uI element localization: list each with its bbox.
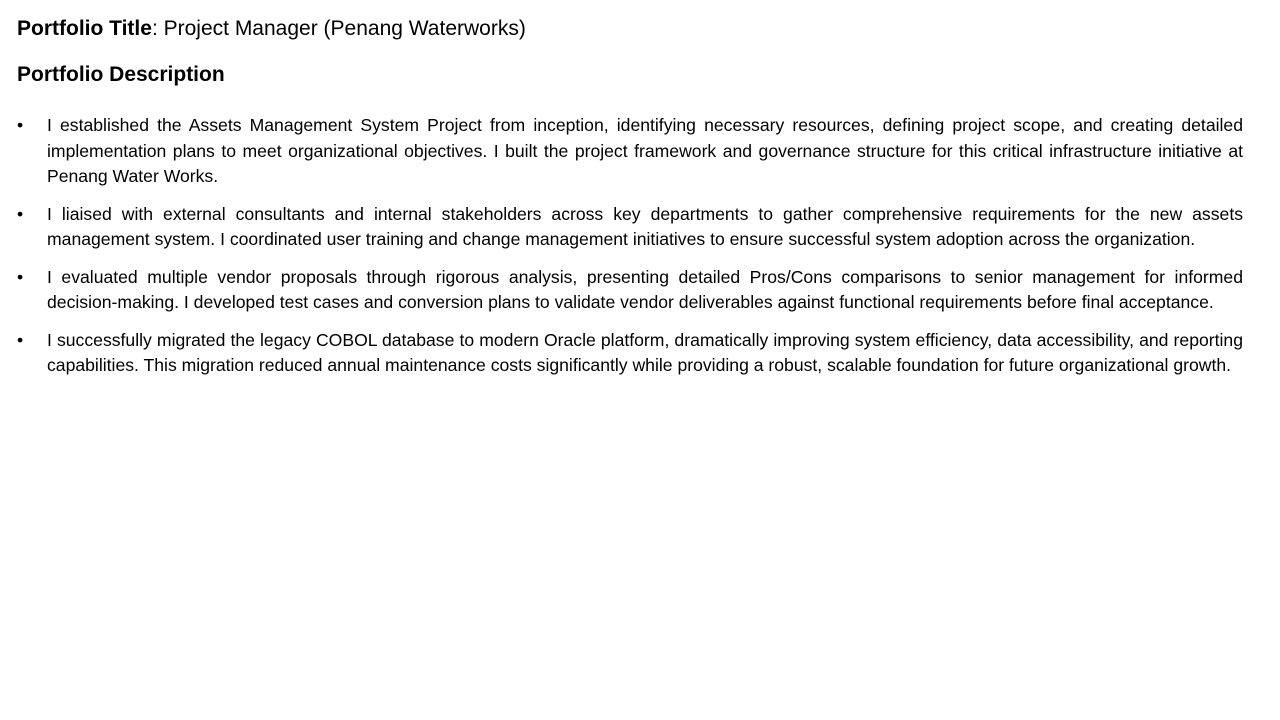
bullet-text-4: I successfully migrated the legacy COBOL database to modern Oracle platform, dramatically improving system efficiency, data accessibility, and reporting capabilities. This migration reduced annual maintenance costs significantly while providing a robust, scalable foundation for future organizational growth. bbox=[47, 329, 1243, 375]
bullet-text-1: I established the Assets Management System Project from inception, identifying necessary resources, defining project scope, and creating detailed implementation plans to meet organizational objectives. I built the project framework and governance structure for this critical infrastructure initiative at Penang Water Works. bbox=[47, 115, 1243, 186]
bullet-icon: • bbox=[17, 115, 24, 135]
portfolio-title-label: Portfolio Title bbox=[17, 17, 152, 40]
portfolio-title-value: Project Manager (Penang Waterworks) bbox=[163, 17, 526, 40]
bullet-icon: • bbox=[17, 266, 24, 287]
bullet-item-3 bbox=[17, 265, 1243, 316]
bullet-item-2 bbox=[17, 202, 1243, 253]
bullet-icon: • bbox=[17, 203, 24, 224]
bullet-text-3: I evaluated multiple vendor proposals through rigorous analysis, presenting detailed Pros/Cons comparisons to senior management for informed decision-making. I developed test cases and conversion plans to validate vendor deliverables against functional requirements before final acceptance. bbox=[47, 266, 1243, 312]
bullet-text-2: I liaised with external consultants and internal stakeholders across key departments to gather comprehensive requirements for the new assets management system. I coordinated user training and change management initiatives to ensure successful system adoption across the organization. bbox=[47, 203, 1243, 249]
portfolio-title-separator: : bbox=[151, 17, 164, 40]
bullet-item-1 bbox=[17, 113, 1243, 190]
portfolio-description-heading: Portfolio Description bbox=[17, 63, 225, 86]
portfolio-bullet-list bbox=[17, 113, 1243, 379]
portfolio-title-line bbox=[17, 14, 1243, 44]
bullet-item-4 bbox=[17, 328, 1243, 379]
bullet-icon: • bbox=[17, 329, 24, 350]
